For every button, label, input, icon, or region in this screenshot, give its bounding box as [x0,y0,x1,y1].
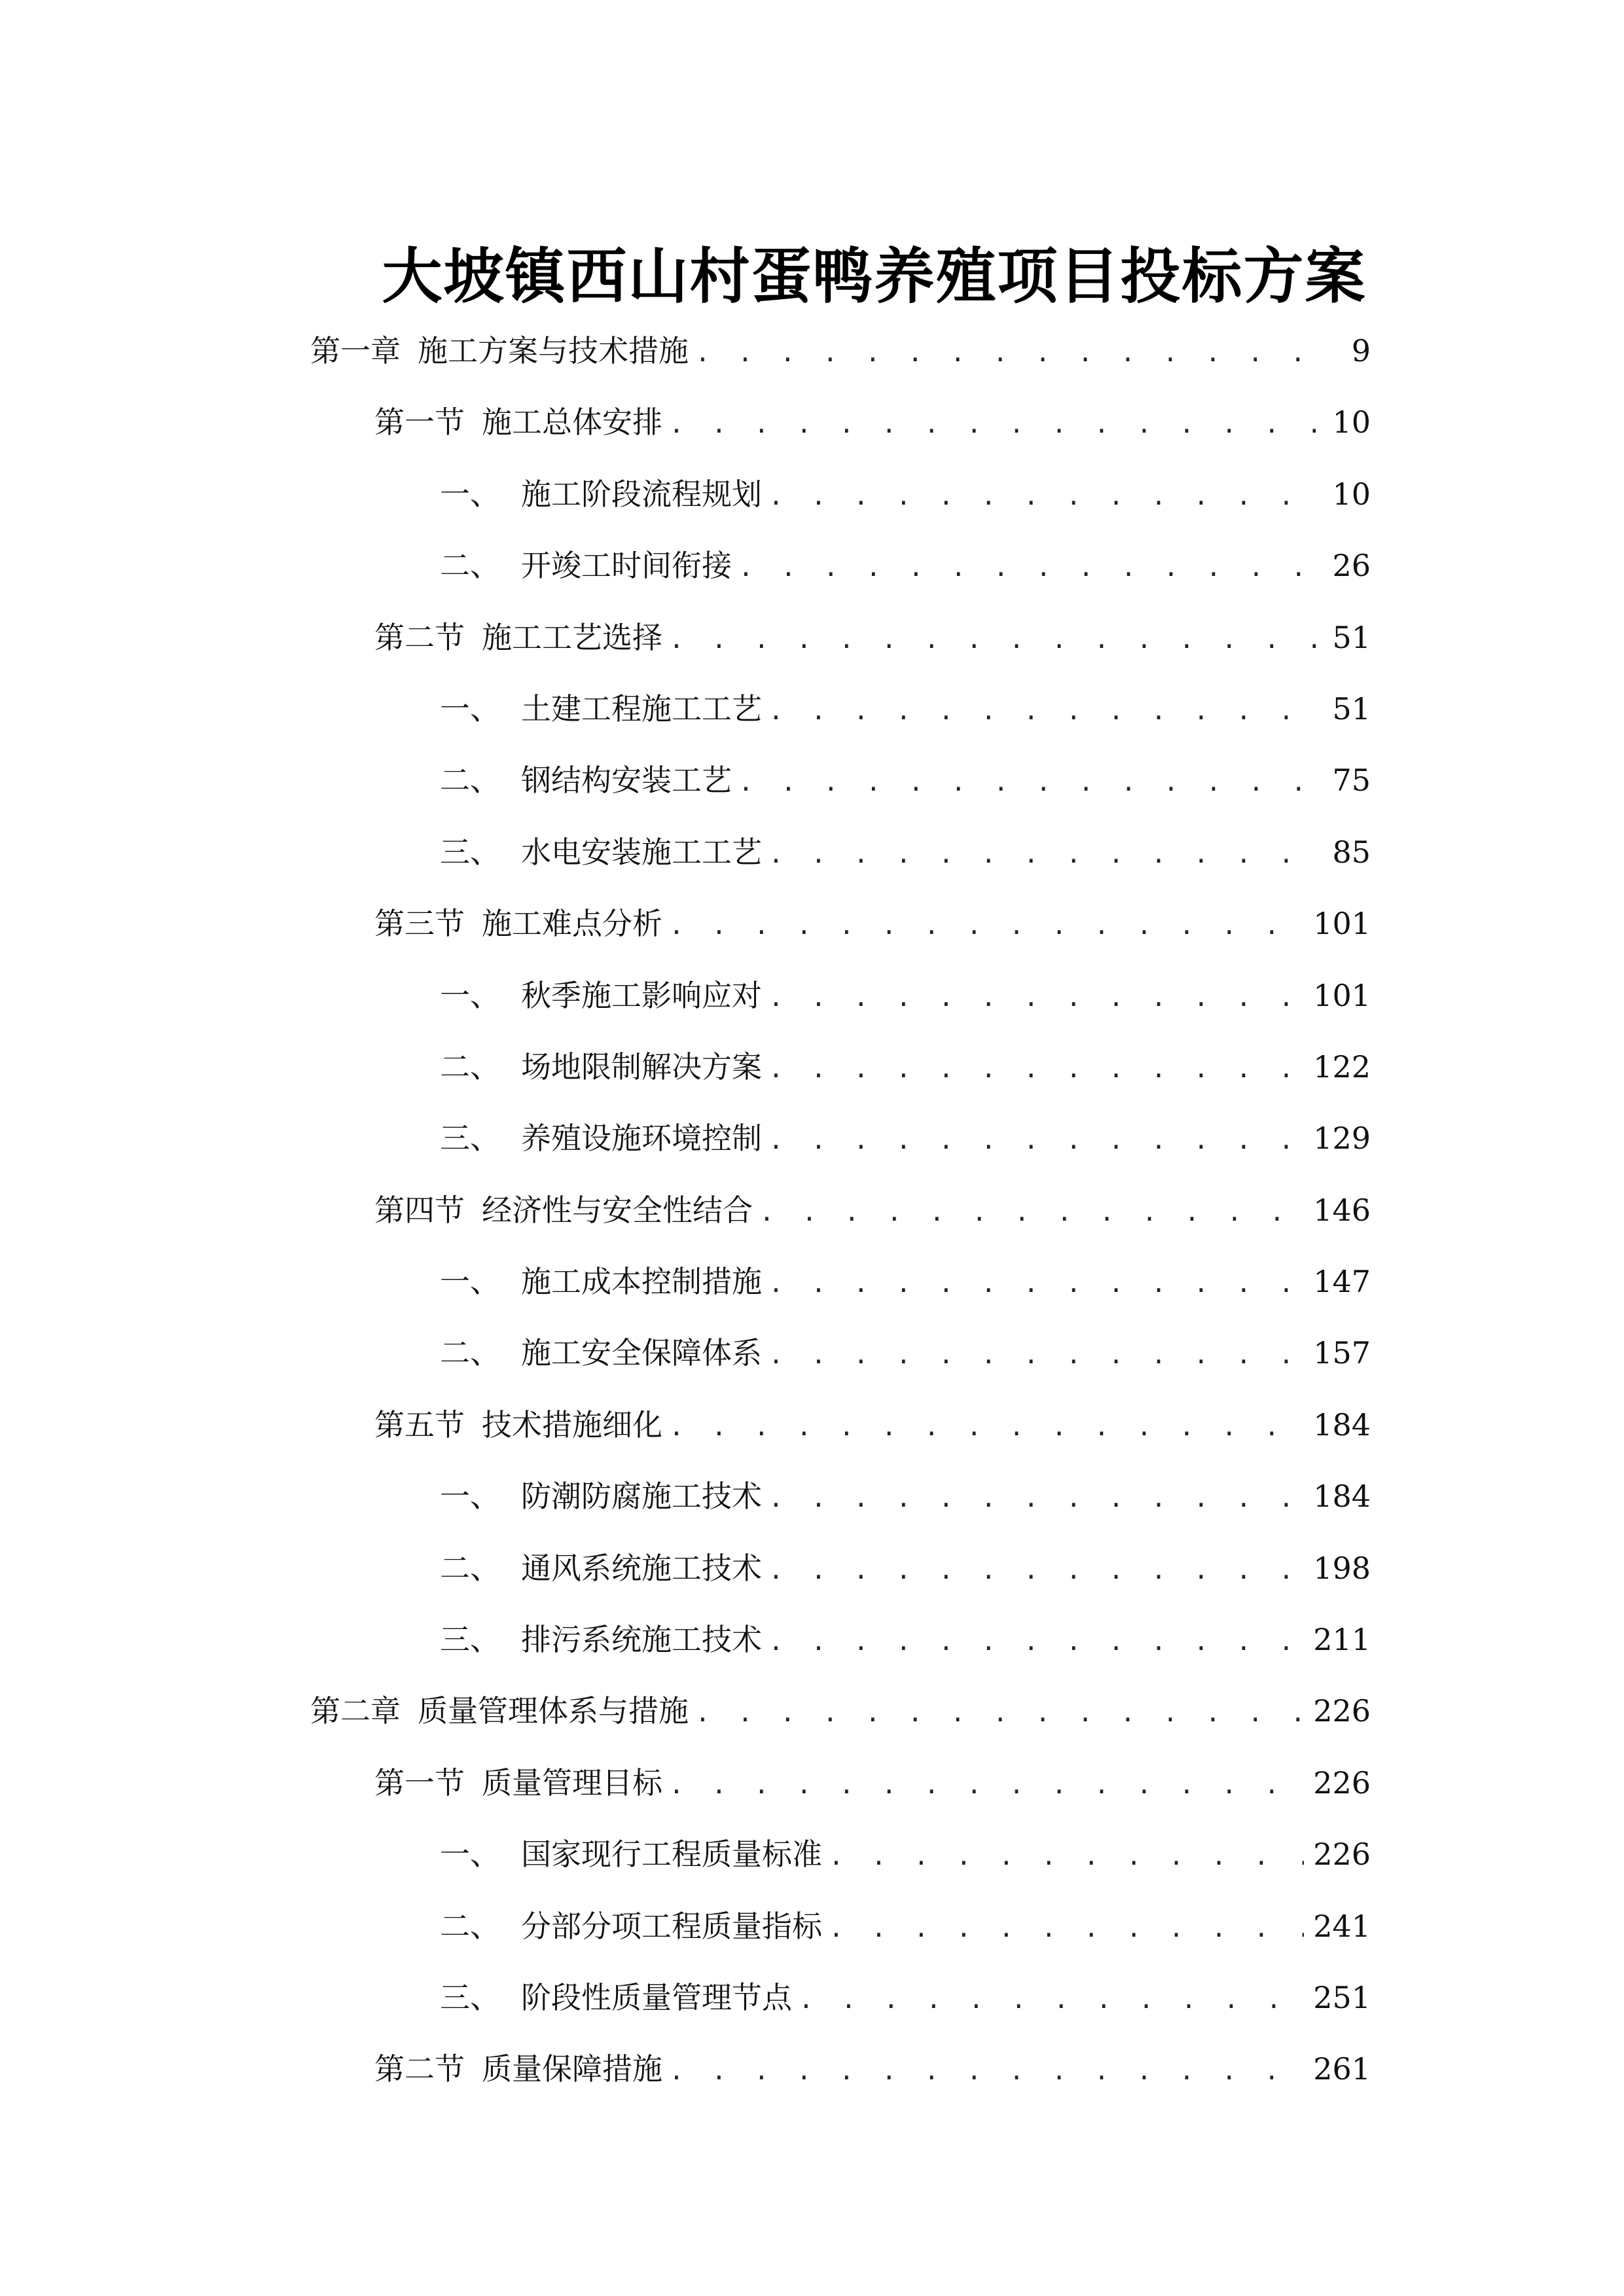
toc-entry-title: 通风系统施工技术 [521,1550,762,1586]
toc-dot-leader [768,1105,1304,1176]
toc-entry-title: 施工安全保障体系 [521,1335,762,1371]
toc-entry-page-number: 157 [1313,1335,1371,1371]
toc-entry-number: 第四节 [374,1192,465,1228]
toc-entry-number: 三、 [440,1622,500,1658]
toc-entry-page-number: 101 [1313,977,1371,1013]
toc-entry[interactable] [0,1103,1624,1174]
toc-entry-title: 施工难点分析 [482,906,662,942]
toc-entry[interactable] [0,1891,1624,1962]
toc-entry-page-number: 226 [1313,1765,1371,1801]
toc-dot-leader [768,1248,1304,1319]
toc-entry[interactable] [0,315,1624,387]
toc-dot-leader [768,819,1322,890]
toc-entry[interactable] [0,1819,1624,1890]
toc-entry-title: 防潮防腐施工技术 [521,1479,762,1515]
toc-entry-page-number: 85 [1332,834,1371,870]
toc-entry[interactable] [0,1676,1624,1747]
toc-entry-page-number: 51 [1332,691,1371,726]
toc-entry-page-number: 75 [1332,762,1371,798]
toc-entry-number: 二、 [440,1908,500,1944]
toc-entry-title: 质量管理目标 [482,1765,662,1801]
toc-entry-number: 三、 [440,1121,500,1157]
toc-entry-number: 三、 [440,834,500,870]
toc-entry-page-number: 146 [1313,1192,1371,1228]
toc-entry[interactable] [0,2034,1624,2105]
toc-entry-title: 质量管理体系与措施 [418,1693,689,1729]
toc-dot-leader [738,532,1322,603]
toc-entry[interactable] [0,387,1624,458]
toc-entry[interactable] [0,673,1624,745]
toc-entry[interactable] [0,1962,1624,2034]
toc-entry[interactable] [0,1604,1624,1676]
toc-entry[interactable] [0,960,1624,1031]
toc-entry-page-number: 184 [1313,1407,1371,1443]
toc-entry-number: 一、 [440,1837,500,1873]
toc-entry-page-number: 261 [1313,2051,1371,2087]
toc-dot-leader [669,890,1304,961]
toc-dot-leader [759,1177,1304,1248]
toc-entry-page-number: 9 [1351,333,1371,368]
toc-entry-title: 施工成本控制措施 [521,1264,762,1300]
toc-dot-leader [768,1033,1304,1105]
document-title: 大坡镇西山村蛋鸭养殖项目投标方案 [382,240,1367,312]
toc-entry-title: 场地限制解决方案 [521,1049,762,1085]
toc-dot-leader [768,461,1322,532]
toc-entry-page-number: 226 [1313,1837,1371,1873]
toc-entry[interactable] [0,1031,1624,1103]
toc-dot-leader [669,1391,1304,1463]
toc-entry[interactable] [0,1318,1624,1389]
toc-entry[interactable] [0,459,1624,530]
toc-entry-number: 二、 [440,1335,500,1371]
toc-entry-title: 国家现行工程质量标准 [521,1837,822,1873]
toc-entry-page-number: 226 [1313,1693,1371,1729]
toc-dot-leader [829,1821,1304,1892]
toc-entry-title: 开竣工时间衔接 [521,548,732,584]
toc-entry-page-number: 101 [1313,906,1371,942]
toc-entry-number: 第三节 [374,906,465,942]
toc-dot-leader [768,962,1304,1033]
toc-entry-page-number: 251 [1313,1979,1371,2015]
toc-dot-leader [768,1463,1304,1534]
toc-dot-leader [669,389,1322,460]
toc-dot-leader [669,604,1322,675]
toc-entry-title: 分部分项工程质量指标 [521,1908,822,1944]
toc-entry-title: 经济性与安全性结合 [482,1192,753,1228]
toc-entry-number: 第二章 [310,1693,401,1729]
toc-entry-page-number: 184 [1313,1479,1371,1515]
table-of-contents [0,315,1624,2106]
toc-entry-number: 二、 [440,762,500,798]
toc-entry[interactable] [0,888,1624,960]
toc-entry-title: 水电安装施工工艺 [521,834,762,870]
toc-entry[interactable] [0,1748,1624,1819]
toc-entry[interactable] [0,745,1624,816]
toc-entry-number: 一、 [440,1479,500,1515]
toc-entry-number: 二、 [440,548,500,584]
toc-entry-title: 养殖设施环境控制 [521,1121,762,1157]
toc-dot-leader [768,1535,1304,1606]
toc-dot-leader [738,747,1322,818]
toc-entry-number: 一、 [440,1264,500,1300]
toc-entry-number: 第五节 [374,1407,465,1443]
toc-entry[interactable] [0,1390,1624,1461]
toc-dot-leader [768,675,1322,747]
toc-entry-page-number: 51 [1332,619,1371,655]
toc-entry-title: 施工阶段流程规划 [521,476,762,512]
toc-dot-leader [768,1319,1304,1391]
toc-entry-page-number: 147 [1313,1264,1371,1300]
toc-dot-leader [799,1964,1304,2036]
toc-dot-leader [669,2036,1304,2107]
toc-dot-leader [695,317,1322,389]
toc-entry-title: 施工工艺选择 [482,619,662,655]
toc-entry[interactable] [0,1175,1624,1246]
toc-entry-page-number: 211 [1313,1622,1371,1658]
toc-entry-number: 一、 [440,476,500,512]
toc-entry-number: 第一节 [374,1765,465,1801]
toc-entry[interactable] [0,1533,1624,1604]
toc-entry-number: 第二节 [374,2051,465,2087]
toc-entry[interactable] [0,1246,1624,1318]
toc-entry-title: 施工方案与技术措施 [418,333,689,368]
toc-entry[interactable] [0,602,1624,673]
toc-entry[interactable] [0,530,1624,601]
toc-dot-leader [695,1677,1304,1749]
toc-entry-number: 一、 [440,691,500,726]
toc-dot-leader [829,1893,1304,1964]
toc-entry-title: 技术措施细化 [482,1407,662,1443]
toc-entry-number: 第一章 [310,333,401,368]
toc-entry-number: 第一节 [374,404,465,440]
toc-entry-number: 第二节 [374,619,465,655]
toc-entry-page-number: 129 [1313,1121,1371,1157]
toc-entry-title: 钢结构安装工艺 [521,762,732,798]
toc-entry-page-number: 198 [1313,1550,1371,1586]
toc-entry-page-number: 122 [1313,1049,1371,1085]
toc-entry-title: 施工总体安排 [482,404,662,440]
toc-entry-title: 秋季施工影响应对 [521,977,762,1013]
toc-entry[interactable] [0,817,1624,888]
toc-entry-title: 排污系统施工技术 [521,1622,762,1658]
toc-entry-page-number: 10 [1332,404,1371,440]
toc-entry-number: 三、 [440,1979,500,2015]
toc-entry-title: 质量保障措施 [482,2051,662,2087]
toc-entry-title: 阶段性质量管理节点 [521,1979,792,2015]
toc-dot-leader [669,1749,1304,1821]
toc-entry-title: 土建工程施工工艺 [521,691,762,726]
toc-entry-number: 二、 [440,1550,500,1586]
toc-dot-leader [768,1606,1304,1677]
toc-entry-page-number: 26 [1332,548,1371,584]
toc-entry[interactable] [0,1461,1624,1532]
toc-entry-page-number: 241 [1313,1908,1371,1944]
toc-entry-number: 一、 [440,977,500,1013]
toc-entry-page-number: 10 [1332,476,1371,512]
toc-entry-number: 二、 [440,1049,500,1085]
